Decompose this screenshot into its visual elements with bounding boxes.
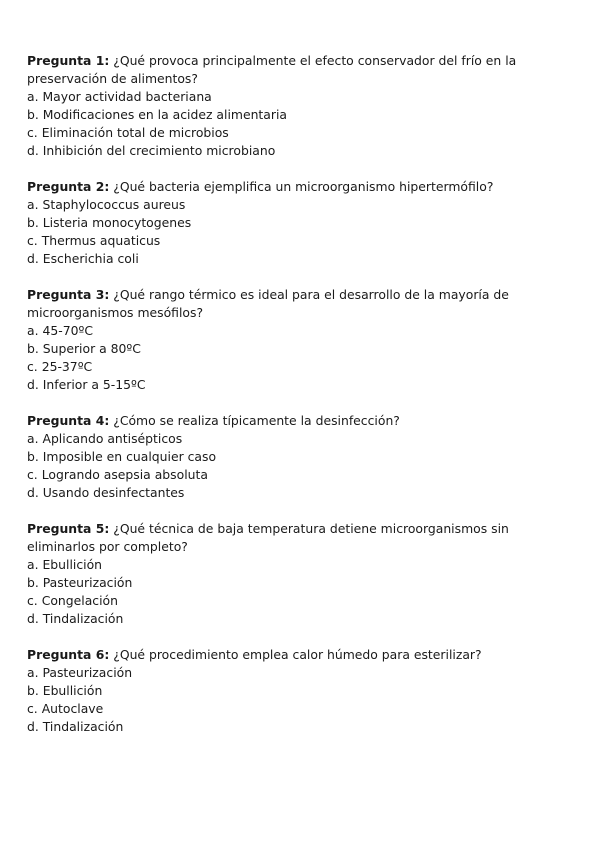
question-text <box>27 412 567 430</box>
question-prompt: ¿Qué provoca principalmente el efecto conservador del frío en la preservación de alimentos? <box>27 53 517 86</box>
option-b: b. Pasteurización <box>27 575 133 590</box>
option-c: c. Eliminación total de microbios <box>27 125 229 140</box>
option-c: c. Congelación <box>27 593 118 608</box>
question-4 <box>27 412 567 502</box>
question-text <box>27 646 567 664</box>
question-label: Pregunta 3: <box>27 287 110 302</box>
question-prompt: ¿Qué procedimiento emplea calor húmedo para esterilizar? <box>113 647 482 662</box>
question-label: Pregunta 5: <box>27 521 110 536</box>
option-a: a. Pasteurización <box>27 665 133 680</box>
option-b: b. Listeria monocytogenes <box>27 215 192 230</box>
question-text <box>27 286 567 322</box>
quiz-page <box>27 52 567 754</box>
option-c: c. Autoclave <box>27 701 104 716</box>
question-prompt: ¿Qué técnica de baja temperatura detiene microorganismos sin eliminarlos por completo? <box>27 521 509 554</box>
option-a: a. Ebullición <box>27 557 103 572</box>
option-a: a. Aplicando antisépticos <box>27 431 183 446</box>
question-text <box>27 178 567 196</box>
option-d: d. Inhibición del crecimiento microbiano <box>27 143 276 158</box>
question-prompt: ¿Qué bacteria ejemplifica un microorganismo hipertermófilo? <box>113 179 494 194</box>
option-a: a. Mayor actividad bacteriana <box>27 89 212 104</box>
option-d: d. Escherichia coli <box>27 251 139 266</box>
question-text <box>27 520 567 556</box>
question-1 <box>27 52 567 160</box>
question-label: Pregunta 2: <box>27 179 110 194</box>
option-b: b. Ebullición <box>27 683 103 698</box>
option-c: c. Logrando asepsia absoluta <box>27 467 208 482</box>
question-6 <box>27 646 567 736</box>
option-a: a. 45-70ºC <box>27 323 93 338</box>
option-d: d. Tindalización <box>27 719 124 734</box>
option-c: c. 25-37ºC <box>27 359 93 374</box>
option-d: d. Inferior a 5-15ºC <box>27 377 146 392</box>
question-5 <box>27 520 567 628</box>
question-text <box>27 52 567 88</box>
option-a: a. Staphylococcus aureus <box>27 197 186 212</box>
question-3 <box>27 286 567 394</box>
question-label: Pregunta 6: <box>27 647 110 662</box>
question-label: Pregunta 4: <box>27 413 110 428</box>
option-b: b. Modificaciones en la acidez alimentaria <box>27 107 288 122</box>
option-d: d. Usando desinfectantes <box>27 485 185 500</box>
option-b: b. Superior a 80ºC <box>27 341 141 356</box>
option-d: d. Tindalización <box>27 611 124 626</box>
question-2 <box>27 178 567 268</box>
option-c: c. Thermus aquaticus <box>27 233 161 248</box>
question-label: Pregunta 1: <box>27 53 110 68</box>
question-prompt: ¿Cómo se realiza típicamente la desinfección? <box>113 413 400 428</box>
question-prompt: ¿Qué rango térmico es ideal para el desarrollo de la mayoría de microorganismos mesófilos? <box>27 287 509 320</box>
option-b: b. Imposible en cualquier caso <box>27 449 217 464</box>
